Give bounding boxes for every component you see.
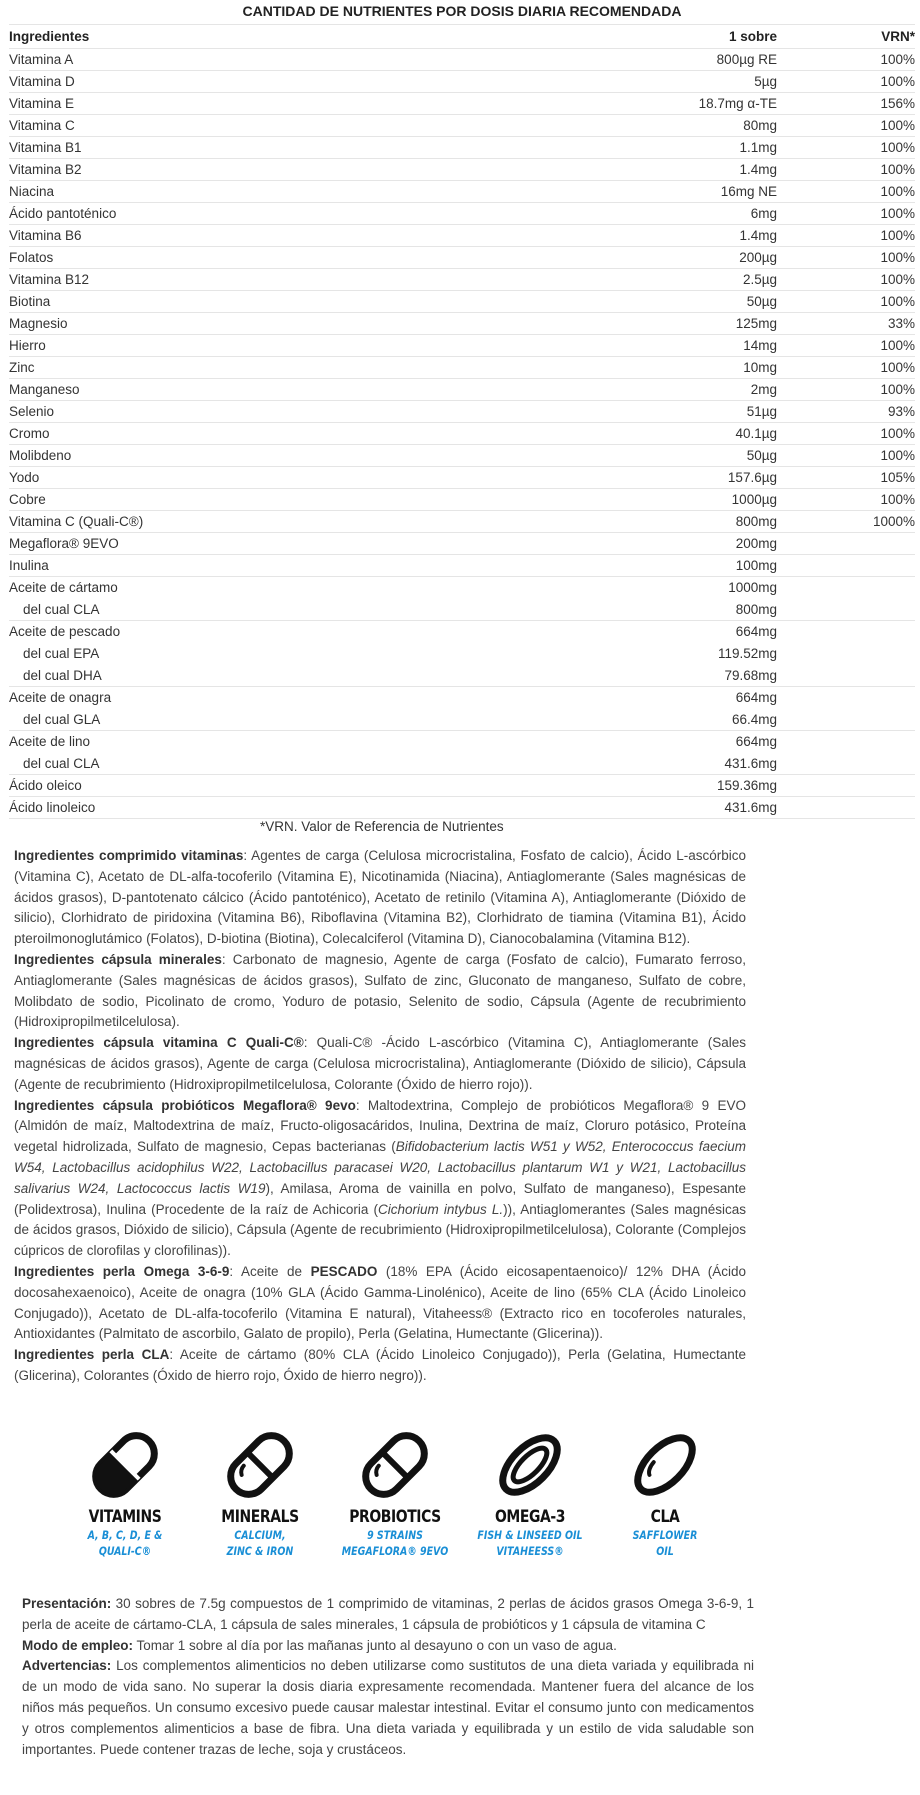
ingredients-vitamins: Ingredientes comprimido vitaminas: Agentes de carga (Celulosa microcristalina, Fosfato de calcio), Ácido L-ascórbico (Vitamina C), Acetato de DL-alfa-tocoferilo (Vitamina E), Nicotinamida (Niacina), Antiaglomerante (Sales magnésicas de ácidos grasos), D-pantotenato cálcico (Ácido pantoténico), Acetato de retinilo (Vitamina A), Antiaglomerante (Dióxido de silicio), Clorhidrato de piridoxina (Vitamina B6), Riboflavina (Vitamina B2), Clorhidrato de tiamina (Vitamina B1), Ácido pteroilmonoglutámico (Folatos), D-biotina (Biotina), Colecalciferol (Vitamina D), Cianocobalamina (Vitamina B12). xyxy=(14,848,746,947)
vrn-percent: 100% xyxy=(777,159,915,181)
ingredient-name: Vitamina C xyxy=(9,115,489,137)
ingredient-name: del cual CLA xyxy=(23,601,100,617)
table-row xyxy=(9,621,915,643)
ingredients-minerals: Ingredientes cápsula minerales: Carbonato de magnesio, Agente de carga (Fosfato de calcio), Fumarato ferroso, Antiaglomerante (Sales magnésicas de ácidos grasos), Sulfato de zinc, Gluconato de manganeso, Sulfato de cobre, Molibdato de sodio, Picolinato de cromo, Yoduro de potasio, Selenito de sodio, Cápsula (Agente de recubrimiento (Hidroxipropilmetilcelulosa). xyxy=(14,951,746,1030)
vrn-percent: 100% xyxy=(777,225,915,247)
ingredient-name: Ácido oleico xyxy=(9,775,489,797)
capsule-icon xyxy=(220,1425,300,1505)
ingredient-name: Folatos xyxy=(9,247,489,269)
amount-per-sachet: 431.6mg xyxy=(489,797,777,819)
label: Ingredientes perla Omega 3-6-9 xyxy=(14,1263,230,1279)
table-row xyxy=(9,731,915,753)
icon-title: MINERALS xyxy=(221,1507,299,1527)
amount-per-sachet: 10mg xyxy=(489,357,777,379)
capsule-icon xyxy=(355,1425,435,1505)
icon-subtitle: QUALI-C® xyxy=(98,1544,152,1558)
icon-subtitle: ZINC & IRON xyxy=(226,1544,294,1558)
ingredient-name: Zinc xyxy=(9,357,489,379)
ingredient-name: Manganeso xyxy=(9,379,489,401)
header-ingredients: Ingredientes xyxy=(9,25,489,49)
label: Ingredientes cápsula minerales xyxy=(14,951,222,967)
table-row xyxy=(9,797,915,819)
vrn-percent xyxy=(777,709,915,731)
vrn-percent: 100% xyxy=(777,49,915,71)
ingredient-name: Aceite de cártamo xyxy=(9,577,489,599)
table-body xyxy=(9,49,915,819)
vrn-percent: 100% xyxy=(777,489,915,511)
table-row xyxy=(9,423,915,445)
table-row xyxy=(9,577,915,599)
product-info-section xyxy=(22,1594,754,1760)
ingredients-section xyxy=(14,846,746,1387)
amount-per-sachet: 431.6mg xyxy=(724,755,777,771)
header-vrn: VRN* xyxy=(777,25,915,49)
table-row xyxy=(9,93,915,115)
table-row xyxy=(9,71,915,93)
table-row xyxy=(9,379,915,401)
ingredient-name: Vitamina D xyxy=(9,71,489,93)
usage: Modo de empleo: Tomar 1 sobre al día por las mañanas junto al desayuno o con un vaso de agua. xyxy=(22,1637,617,1653)
table-header-row xyxy=(9,25,915,49)
capsule-split-icon xyxy=(85,1425,165,1505)
ingredient-name: del cual GLA xyxy=(23,711,101,727)
amount-per-sachet: 200µg xyxy=(489,247,777,269)
table-row xyxy=(9,511,915,533)
ingredient-name: Yodo xyxy=(9,467,489,489)
vrn-percent xyxy=(777,621,915,643)
vrn-percent: 100% xyxy=(777,357,915,379)
vrn-percent: 100% xyxy=(777,115,915,137)
vrn-percent: 156% xyxy=(777,93,915,115)
ingredient-name: del cual DHA xyxy=(23,667,102,683)
vrn-percent: 100% xyxy=(777,423,915,445)
vrn-percent: 1000% xyxy=(777,511,915,533)
vrn-percent: 100% xyxy=(777,247,915,269)
ingredient-name: Molibdeno xyxy=(9,445,489,467)
table-row xyxy=(9,467,915,489)
vrn-percent: 100% xyxy=(777,181,915,203)
ingredient-name: Vitamina B12 xyxy=(9,269,489,291)
icon-item-omega3 xyxy=(465,1425,595,1559)
vrn-percent xyxy=(777,665,915,687)
ingredient-name: Cobre xyxy=(9,489,489,511)
table-row xyxy=(9,599,915,621)
table-row xyxy=(9,49,915,71)
nutrition-table xyxy=(9,24,915,819)
amount-per-sachet: 800mg xyxy=(735,601,777,617)
vrn-percent xyxy=(777,753,915,775)
ingredient-name: Hierro xyxy=(9,335,489,357)
ingredient-name: Cromo xyxy=(9,423,489,445)
amount-per-sachet: 51µg xyxy=(489,401,777,423)
vrn-percent xyxy=(777,555,915,577)
amount-per-sachet: 50µg xyxy=(489,291,777,313)
amount-per-sachet: 100mg xyxy=(489,555,777,577)
table-row xyxy=(9,247,915,269)
ingredient-name: Vitamina B6 xyxy=(9,225,489,247)
ingredient-name: Biotina xyxy=(9,291,489,313)
amount-per-sachet: 1000µg xyxy=(489,489,777,511)
ingredient-name: Ácido pantoténico xyxy=(9,203,489,225)
amount-per-sachet: 119.52mg xyxy=(717,646,777,661)
ingredient-name: Inulina xyxy=(9,555,489,577)
table-row xyxy=(9,753,915,775)
ingredient-name: Selenio xyxy=(9,401,489,423)
table-row xyxy=(9,401,915,423)
amount-per-sachet: 79.68mg xyxy=(724,667,777,683)
table-row xyxy=(9,775,915,797)
icon-title: OMEGA-3 xyxy=(494,1507,566,1527)
vrn-percent xyxy=(777,797,915,819)
table-row xyxy=(9,159,915,181)
vrn-percent xyxy=(777,599,915,621)
vrn-percent: 100% xyxy=(777,269,915,291)
amount-per-sachet: 664mg xyxy=(489,731,777,753)
vrn-percent xyxy=(777,533,915,555)
table-row xyxy=(9,137,915,159)
amount-per-sachet: 800µg RE xyxy=(489,49,777,71)
icon-item-cla xyxy=(600,1425,730,1559)
label: Ingredientes comprimido vitaminas xyxy=(14,848,244,863)
table-row xyxy=(9,555,915,577)
icon-subtitle: A, B, C, D, E & xyxy=(87,1528,163,1542)
table-row xyxy=(9,643,915,665)
table-row xyxy=(9,445,915,467)
amount-per-sachet: 50µg xyxy=(489,445,777,467)
amount-per-sachet: 40.1µg xyxy=(489,423,777,445)
ingredients-cla: Ingredientes perla CLA: Aceite de cártamo (80% CLA (Ácido Linoleico Conjugado)), Perla (Gelatina, Humectante (Glicerina), Colorantes (Óxido de hierro rojo, Óxido de hierro negro)). xyxy=(14,1347,746,1383)
table-row xyxy=(9,687,915,709)
vrn-percent xyxy=(777,775,915,797)
supplement-icons xyxy=(60,1425,720,1575)
vrn-percent: 100% xyxy=(777,335,915,357)
icon-subtitle: FISH & LINSEED OIL xyxy=(477,1528,583,1542)
table-row xyxy=(9,313,915,335)
vrn-percent xyxy=(777,731,915,753)
table-row xyxy=(9,533,915,555)
header-amount: 1 sobre xyxy=(489,25,777,49)
label: Ingredientes perla CLA xyxy=(14,1347,170,1363)
table-row xyxy=(9,709,915,731)
amount-per-sachet: 125mg xyxy=(489,313,777,335)
icon-subtitle: VITAHEESS® xyxy=(496,1544,564,1558)
ingredient-name: del cual EPA xyxy=(23,646,100,661)
ingredient-name: Vitamina C (Quali-C®) xyxy=(9,511,489,533)
ingredients-probiotics: Ingredientes cápsula probióticos Megaflora® 9evo: Maltodextrina, Complejo de probióticos Megaflora® 9 EVO (Almidón de maíz, Maltodextrina de maíz, Fructo-oligosacáridos, Inulina, Dextrina de maíz, Cloruro potásico, Proteína vegetal hidrolizada, Sulfato de magnesio, Cepas bacterianas (Bifidobacterium lactis W51 y W52, Enterococcus faecium W54, Lactobacillus acidophilus W22, Lactobacillus paracasei W20, Lactobacillus plantarum W1 y W21, Lactobacillus salivarius W24, Lactococcus lactis W19), Amilasa, Aroma de vainilla en polvo, Sulfato de manganeso), Espesante (Polidextrosa), Inulina (Procedente de la raíz de Achicoria (Cichorium intybus L.)), Antiaglomerantes (Sales magnésicas de ácidos grasos, Dióxido de silicio), Cápsula (Agente de recubrimiento (Hidroxipropilmetilcelulosa), Colorante (Complejos cúpricos de clorofilas y clorofilinas)). xyxy=(14,1097,746,1259)
amount-per-sachet: 200mg xyxy=(489,533,777,555)
icon-subtitle: 9 STRAINS xyxy=(367,1528,423,1542)
ingredient-name: Aceite de lino xyxy=(9,731,489,753)
icon-subtitle: OIL xyxy=(656,1544,674,1558)
icon-title: PROBIOTICS xyxy=(349,1507,441,1527)
table-title: CANTIDAD DE NUTRIENTES POR DOSIS DIARIA RECOMENDADA xyxy=(242,3,682,19)
icon-subtitle: CALCIUM, xyxy=(234,1528,286,1542)
vrn-percent xyxy=(777,577,915,599)
amount-per-sachet: 1.1mg xyxy=(489,137,777,159)
vrn-percent: 100% xyxy=(777,71,915,93)
amount-per-sachet: 157.6µg xyxy=(489,467,777,489)
ingredients-omega: Ingredientes perla Omega 3-6-9: Aceite de PESCADO (18% EPA (Ácido eicosapentaenoico)/ 12% DHA (Ácido docosahexaenoico), Aceite de onagra (10% GLA (Ácido Gamma-Linolénico), Aceite de lino (65% CLA (Ácido Linoleico Conjugado)), Acetato de DL-alfa-tocoferilo (Vitamina E natural), Vitaheess® (Extracto rico en tocoferoles naturales, Antioxidantes (Palmitato de ascorbilo, Galato de propilo), Perla (Gelatina, Humectante (Glicerina)). xyxy=(14,1263,747,1342)
amount-per-sachet: 664mg xyxy=(489,621,777,643)
table-row xyxy=(9,665,915,687)
warnings: Advertencias: Los complementos alimenticios no deben utilizarse como sustitutos de una dieta variada y equilibrada ni de un modo de vida sano. No superar la dosis diaria expresamente recomendada. Mantener fuera del alcance de los niños más pequeños. Un consumo excesivo puede causar malestar intestinal. Evitar el consumo junto con medicamentos y otros complementos alimenticios a base de fibra. Una dieta variada y equilibrada y un estilo de vida saludable son importantes. Puede contener trazas de leche, soja y crustáceos. xyxy=(22,1658,754,1757)
icon-item-probiotics xyxy=(330,1425,460,1559)
table-row xyxy=(9,335,915,357)
ingredient-name: Vitamina B2 xyxy=(9,159,489,181)
ingredient-name: Magnesio xyxy=(9,313,489,335)
label: Ingredientes cápsula probióticos Megaflora® 9evo xyxy=(14,1097,356,1113)
ingredient-name: Aceite de pescado xyxy=(9,621,489,643)
amount-per-sachet: 1000mg xyxy=(489,577,777,599)
vrn-percent xyxy=(777,687,915,709)
icon-title: VITAMINS xyxy=(88,1507,162,1527)
vrn-percent: 100% xyxy=(777,379,915,401)
table-row xyxy=(9,269,915,291)
amount-per-sachet: 6mg xyxy=(489,203,777,225)
vrn-percent: 100% xyxy=(777,137,915,159)
amount-per-sachet: 664mg xyxy=(489,687,777,709)
ingredient-name: Megaflora® 9EVO xyxy=(9,533,489,555)
table-row xyxy=(9,225,915,247)
icon-subtitle: MEGAFLORA® 9EVO xyxy=(341,1544,449,1558)
vrn-percent: 100% xyxy=(777,445,915,467)
table-row xyxy=(9,203,915,225)
amount-per-sachet: 5µg xyxy=(489,71,777,93)
ingredient-name: Vitamina A xyxy=(9,49,489,71)
amount-per-sachet: 66.4mg xyxy=(731,711,777,727)
amount-per-sachet: 1.4mg xyxy=(489,225,777,247)
nutrition-table-section xyxy=(9,0,915,819)
amount-per-sachet: 1.4mg xyxy=(489,159,777,181)
ingredient-name: Ácido linoleico xyxy=(9,797,489,819)
vrn-percent: 100% xyxy=(777,291,915,313)
icon-subtitle: SAFFLOWER xyxy=(632,1528,698,1542)
amount-per-sachet: 14mg xyxy=(489,335,777,357)
amount-per-sachet: 159.36mg xyxy=(489,775,777,797)
table-row xyxy=(9,115,915,137)
ingredient-name: Vitamina E xyxy=(9,93,489,115)
amount-per-sachet: 18.7mg α-TE xyxy=(489,93,777,115)
amount-per-sachet: 2.5µg xyxy=(489,269,777,291)
vrn-footnote: *VRN. Valor de Referencia de Nutrientes xyxy=(260,819,504,834)
ingredient-name: del cual CLA xyxy=(23,755,100,771)
presentation: Presentación: 30 sobres de 7.5g compuestos de 1 comprimido de vitaminas, 2 perlas de ácidos grasos Omega 3-6-9, 1 perla de aceite de cártamo-CLA, 1 cápsula de sales minerales, 1 cápsula de probióticos y 1 cápsula de vitamina C xyxy=(22,1596,754,1632)
vrn-percent xyxy=(777,643,915,665)
ingredient-name: Vitamina B1 xyxy=(9,137,489,159)
table-row xyxy=(9,489,915,511)
vrn-percent: 93% xyxy=(777,401,915,423)
icon-item-minerals xyxy=(195,1425,325,1559)
icon-title: CLA xyxy=(650,1507,680,1527)
softgel-double-icon xyxy=(490,1425,570,1505)
table-row xyxy=(9,357,915,379)
label: Ingredientes cápsula vitamina C Quali-C® xyxy=(14,1035,304,1051)
amount-per-sachet: 2mg xyxy=(489,379,777,401)
vrn-percent: 33% xyxy=(777,313,915,335)
vrn-percent: 105% xyxy=(777,467,915,489)
ingredient-name: Aceite de onagra xyxy=(9,687,489,709)
amount-per-sachet: 80mg xyxy=(489,115,777,137)
amount-per-sachet: 800mg xyxy=(489,511,777,533)
ingredient-name: Niacina xyxy=(9,181,489,203)
amount-per-sachet: 16mg NE xyxy=(489,181,777,203)
icon-item-vitamins xyxy=(60,1425,190,1559)
ingredients-vitamin-c: Ingredientes cápsula vitamina C Quali-C®: Quali-C® -Ácido L-ascórbico (Vitamina C), Antiaglomerante (Sales magnésicas de ácidos grasos), Agente de carga (Celulosa microcristalina), Antiaglomerante (Dióxido de silicio), Cápsula (Agente de recubrimiento (Hidroxipropilmetilcelulosa, Colorante (Óxido de hierro rojo)). xyxy=(14,1035,746,1092)
table-row xyxy=(9,291,915,313)
vrn-percent: 100% xyxy=(777,203,915,225)
table-row xyxy=(9,181,915,203)
softgel-icon xyxy=(625,1425,705,1505)
